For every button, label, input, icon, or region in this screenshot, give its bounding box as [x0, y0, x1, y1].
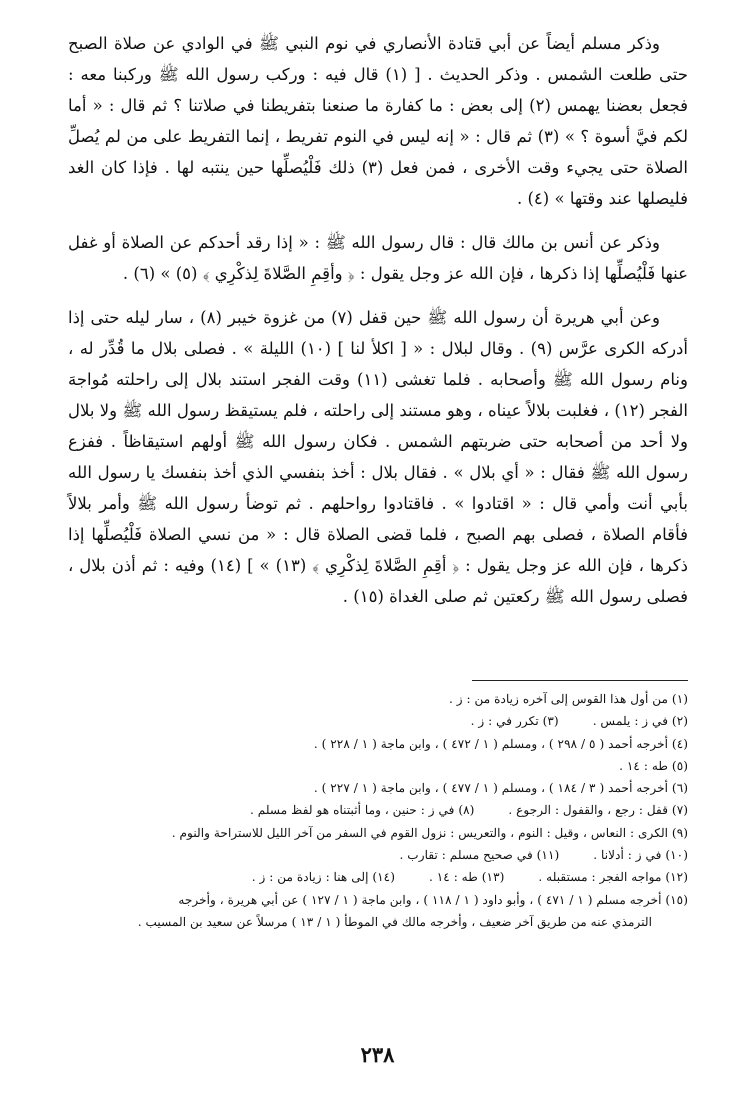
footnote-row: [60, 710, 688, 732]
footnote-row: [60, 777, 688, 799]
footnote: (٨) في ز : حنين ، وما أثبتناه هو لفظ مسلم .: [250, 803, 475, 818]
footnote: (٦) أخرجه أحمد ( ٣ / ١٨٤ ) ، ومسلم ( ١ / ٤٧٧ ) ، وابن ماجة ( ١ / ٢٢٧ ) .: [313, 781, 688, 796]
footnote-separator: [472, 680, 688, 681]
footnote: (٢) في ز : يلمس .: [592, 714, 688, 729]
footnote: (٥) طه : ١٤ .: [619, 758, 688, 773]
footnote: (٤) أخرجه أحمد ( ٥ / ٢٩٨ ) ، ومسلم ( ١ / ٤٧٢ ) ، وابن ماجة ( ١ / ٢٢٨ ) .: [313, 736, 688, 751]
footnote: (١٢) مواجه الفجر : مستقبله .: [538, 870, 688, 885]
footnote-continuation-row: [60, 911, 688, 933]
footnote: (١٣) طه : ١٤ .: [428, 870, 505, 885]
paragraph: وذكر عن أنس بن مالك قال : قال رسول الله ﷺ : « إذا رقد أحدكم عن الصلاة أو غفل عنها فَلْيُصلِّها إذا ذكرها ، فإن الله عز وجل يقول : ﴿ وأقِمِ الصَّلاةَ لِذكْرِي ﴾ (٥) » (٦) .: [68, 233, 688, 283]
main-text: [68, 28, 688, 625]
footnote-row: [60, 799, 688, 821]
page-number: ٢٣٨: [360, 1042, 395, 1067]
footnote: (٧) قفل : رجع ، والقفول : الرجوع .: [508, 803, 688, 818]
footnote-continuation: الترمذي عنه من طريق آخر ضعيف ، وأخرجه مالك في الموطأ ( ١ / ١٣ ) مرسلاً عن سعيد بن المسيب .: [137, 914, 652, 929]
paragraph: وذكر مسلم أيضاً عن أبي قتادة الأنصاري في نوم النبي ﷺ في الوادي عن صلاة الصبح حتى طلعت الشمس . وذكر الحديث . [ (١) قال فيه : وركب رسول الله ﷺ وركبنا معه : فجعل بعضنا يهمس (٢) إلى بعض : ما كفارة ما صنعنا بتفريطنا في صلاتنا ؟ ثم قال : « أما لكم فيَّ أسوة ؟ » (٣) ثم قال : « إنه ليس في النوم تفريط ، إنما التفريط على من لم يُصلِّ الصلاة حتى يجيء وقت الأخرى ، فمن فعل (٣) ذلك فَلْيُصلِّها حين ينتبه لها . فإذا كان الغد فليصلها عند وقتها » (٤) .: [68, 34, 689, 208]
footnote: (١٤) إلى هنا : زيادة من : ز .: [251, 870, 395, 885]
footnote-row: [60, 889, 688, 911]
footnote: (١٠) في ز : أدلانا .: [593, 848, 688, 863]
footnote: (١) من أول هذا القوس إلى آخره زيادة من : ز .: [448, 692, 688, 706]
footnote: (٣) تكرر في : ز .: [470, 714, 559, 729]
footnote: (٩) الكرى : النعاس ، وقيل : النوم ، والتعريس : نزول القوم في السفر من آخر الليل للاستراحة والنوم .: [171, 825, 688, 840]
footnote-row: [60, 866, 688, 888]
footnote-row: [60, 844, 688, 866]
footnote-row: [60, 688, 688, 710]
footnote-row: [60, 755, 688, 777]
footnote-row: [60, 822, 688, 844]
paragraph: وعن أبي هريرة أن رسول الله ﷺ حين قفل (٧) من غزوة خيبر (٨) ، سار ليله حتى إذا أدركه الكرى عرَّس (٩) . وقال لبلال : « [ اكلأ لنا ] (١٠) الليلة » . فصلى بلال ما قُدِّر له ، ونام رسول الله ﷺ وأصحابه . فلما تغشى (١١) وقت الفجر استند بلال إلى راحلته مُواجهَ الفجر (١٢) ، فغلبت بلالاً عيناه ، وهو مستند إلى راحلته ، فلم يستيقظ رسول الله ﷺ ولا بلال ولا أحد من أصحابه حتى ضربتهم الشمس . فكان رسول الله ﷺ أولهم استيقاظاً . ففزع رسول الله ﷺ فقال : « أي بلال » . فقال بلال : أخذ بنفسي الذي أخذ بنفسك يا رسول الله بأبي أنت وأمي قال : « اقتادوا » . فاقتادوا رواحلهم . ثم توضأ رسول الله ﷺ وأمر بلالاً فأقام الصلاة ، فصلى بهم الصبح ، فلما قضى الصلاة قال : « من نسي الصلاة فَلْيُصلِّها إذا ذكرها ، فإن الله عز وجل يقول : ﴿ أقِمِ الصَّلاةَ لِذكْرِي ﴾ (١٣) » ] (١٤) وفيه : ثم أذن بلال ، فصلى رسول الله ﷺ ركعتين ثم صلى الغداة (١٥) .: [68, 308, 688, 606]
footnote: (١١) في صحيح مسلم : تقارب .: [399, 848, 560, 863]
footnotes: [60, 688, 688, 933]
footnote-row: [60, 733, 688, 755]
footnote: (١٥) أخرجه مسلم ( ١ / ٤٧١ ) ، وأبو داود ( ١ / ١١٨ ) ، وابن ماجة ( ١ / ١٢٧ ) عن أبي هريرة ، وأخرجه: [178, 892, 688, 907]
